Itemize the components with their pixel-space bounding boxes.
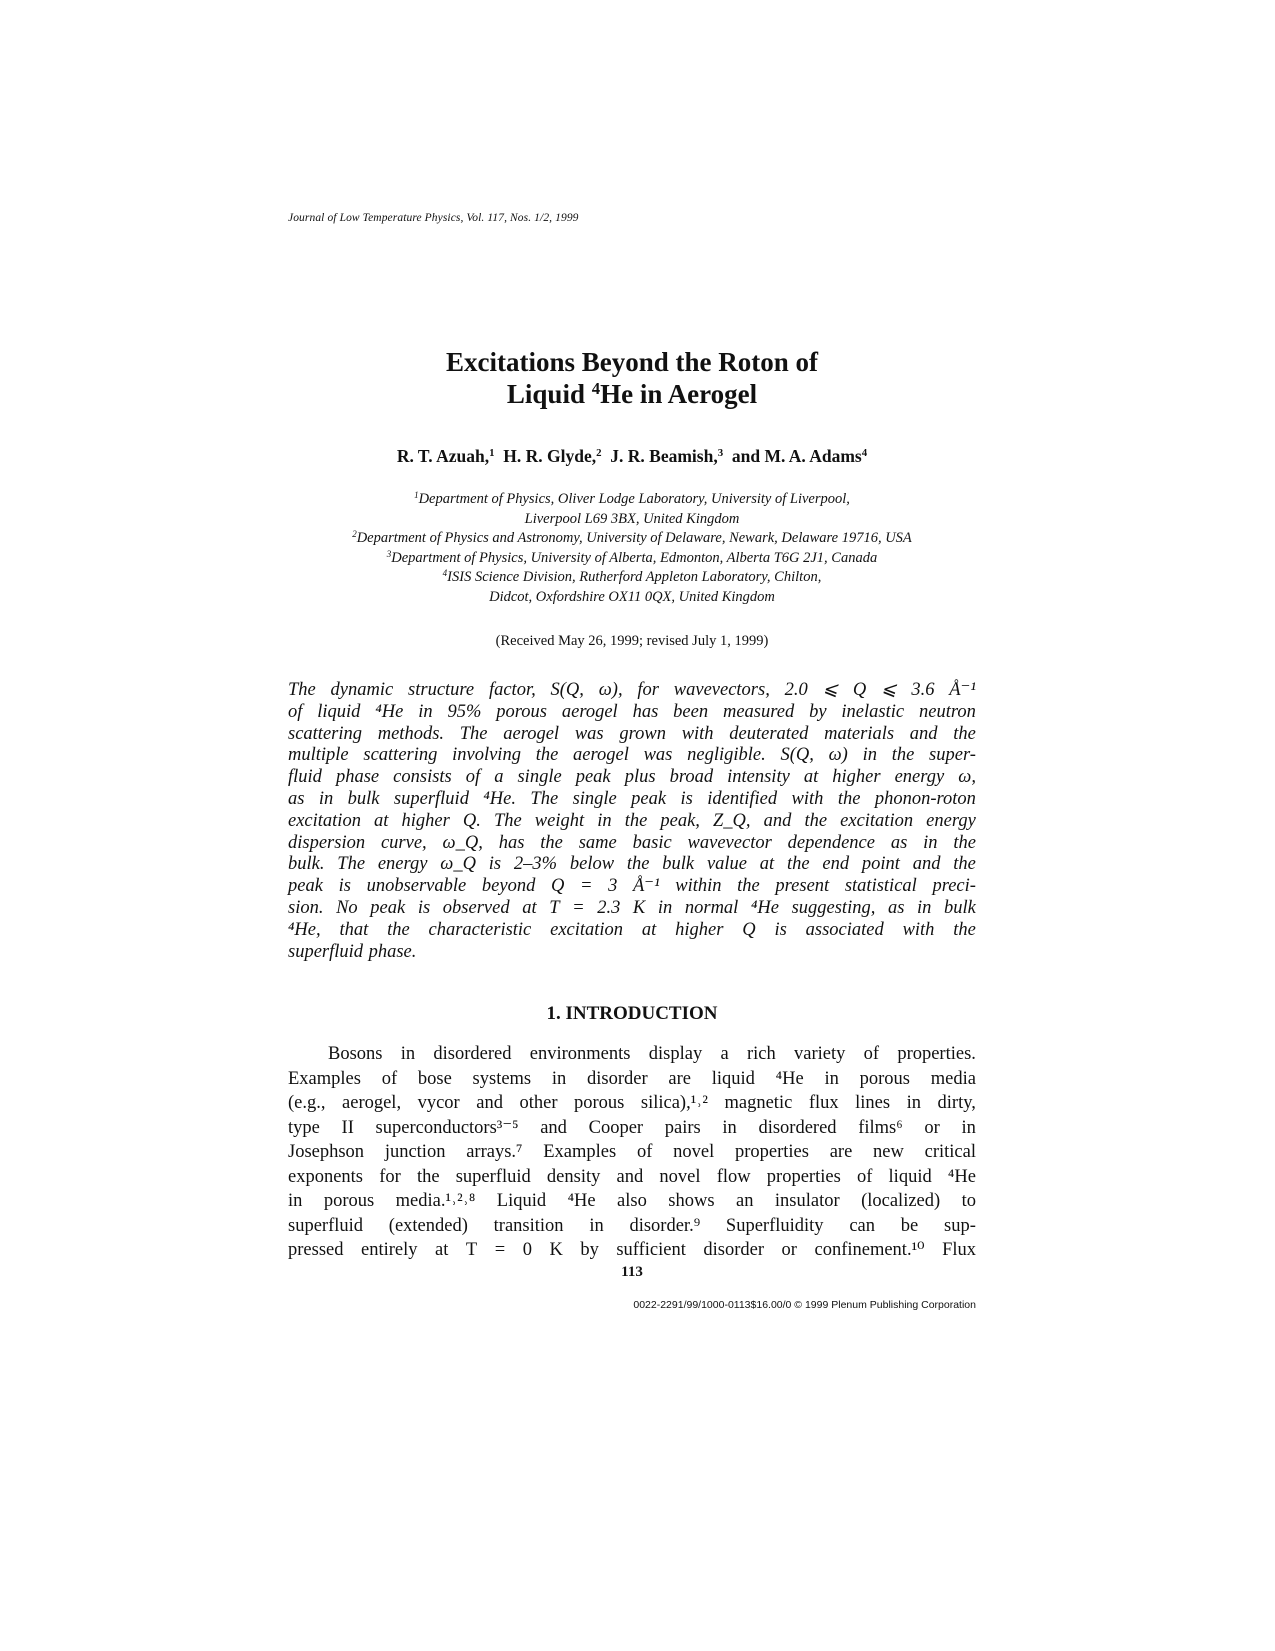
affiliation-line: $^1$Department of Physics, Oliver Lodge Laboratory, University of Liverpool, — [414, 490, 850, 507]
text-line: dispersion curve, ω_Q, has the same basic wavevector dependence as in the — [288, 832, 976, 853]
text-line: sion. No peak is observed at T = 2.3 K in normal ⁴He suggesting, as in bulk — [288, 897, 976, 918]
text-line: ⁴He, that the characteristic excitation at higher Q is associated with the — [288, 919, 976, 940]
title-line-1: Excitations Beyond the Roton of — [445, 347, 818, 377]
affiliation-line: $^2$Department of Physics and Astronomy, University of Delaware, Newark, Delaware 19716, USA — [352, 529, 912, 546]
text-line: in porous media.¹˒²˒⁸ Liquid ⁴He also shows an insulator (localized) to — [288, 1191, 976, 1211]
text-line: type II superconductors³⁻⁵ and Cooper pairs in disordered films⁶ or in — [288, 1117, 976, 1138]
received-dates: (Received May 26, 1999; revised July 1, 1999) — [495, 633, 769, 649]
text-line: superfluid (extended) transition in disorder.⁹ Superfluidity can be sup- — [288, 1215, 976, 1236]
section-heading: 1. INTRODUCTION — [546, 1003, 718, 1024]
text-line: as in bulk superfluid ⁴He. The single peak is identified with the phonon-roton — [288, 788, 976, 809]
text-line: fluid phase consists of a single peak plus broad intensity at higher energy ω, — [288, 767, 976, 788]
author: R. T. Azuah,$^1$ — [396, 446, 495, 466]
paper-title — [288, 346, 976, 410]
affiliation-line: Liverpool L69 3BX, United Kingdom — [524, 510, 740, 527]
affiliation-line: $^3$Department of Physics, University of Alberta, Edmonton, Alberta T6G 2J1, Canada — [386, 548, 878, 566]
text-line: exponents for the superfluid density and novel flow properties of liquid ⁴He — [288, 1166, 976, 1187]
author: and M. A. Adams$^4$ — [731, 446, 868, 466]
text-line: (e.g., aerogel, vycor and other porous silica),¹˒² magnetic flux lines in dirty, — [288, 1093, 976, 1113]
affiliation-line: $^4$ISIS Science Division, Rutherford Appleton Laboratory, Chilton, — [442, 568, 822, 585]
text-line: superfluid phase. — [288, 941, 417, 962]
author: J. R. Beamish,$^3$ — [610, 446, 724, 466]
author: H. R. Glyde,$^2$ — [503, 446, 602, 466]
copyright-notice: 0022-2291/99/1000-0113$16.00/0 © 1999 Plenum Publishing Corporation — [633, 1299, 976, 1311]
text-line: scattering methods. The aerogel was grown with deuterated materials and the — [288, 723, 976, 744]
text-line: of liquid ⁴He in 95% porous aerogel has been measured by inelastic neutron — [288, 701, 976, 722]
text-line: Examples of bose systems in disorder are liquid ⁴He in porous media — [288, 1068, 976, 1089]
text-line: Bosons in disordered environments display a rich variety of properties. — [328, 1044, 976, 1064]
text-line: pressed entirely at T = 0 K by sufficient disorder or confinement.¹⁰ Flux — [288, 1240, 976, 1260]
introduction-text — [288, 1042, 976, 1263]
title-line-2: Liquid $^4$He in Aerogel — [506, 378, 758, 409]
text-line: The dynamic structure factor, S(Q, ω), for wavevectors, 2.0 ⩽ Q ⩽ 3.6 Å⁻¹ — [288, 680, 976, 700]
text-line: peak is unobservable beyond Q = 3 Å⁻¹ within the present statistical preci- — [288, 876, 976, 897]
affiliations — [288, 490, 976, 607]
text-line: excitation at higher Q. The weight in the peak, Z_Q, and the excitation energy — [288, 810, 976, 831]
author-list — [288, 446, 976, 467]
text-line: Josephson junction arrays.⁷ Examples of novel properties are new critical — [288, 1142, 976, 1162]
page-number: 113 — [621, 1264, 643, 1280]
journal-citation: Journal of Low Temperature Physics, Vol. 117, Nos. 1/2, 1999 — [288, 212, 579, 224]
text-line: bulk. The energy ω_Q is 2–3% below the bulk value at the end point and the — [288, 854, 976, 875]
text-line: multiple scattering involving the aerogel was negligible. S(Q, ω) in the super- — [288, 745, 976, 766]
abstract — [288, 680, 976, 963]
affiliation-line: Didcot, Oxfordshire OX11 0QX, United Kingdom — [489, 588, 775, 605]
